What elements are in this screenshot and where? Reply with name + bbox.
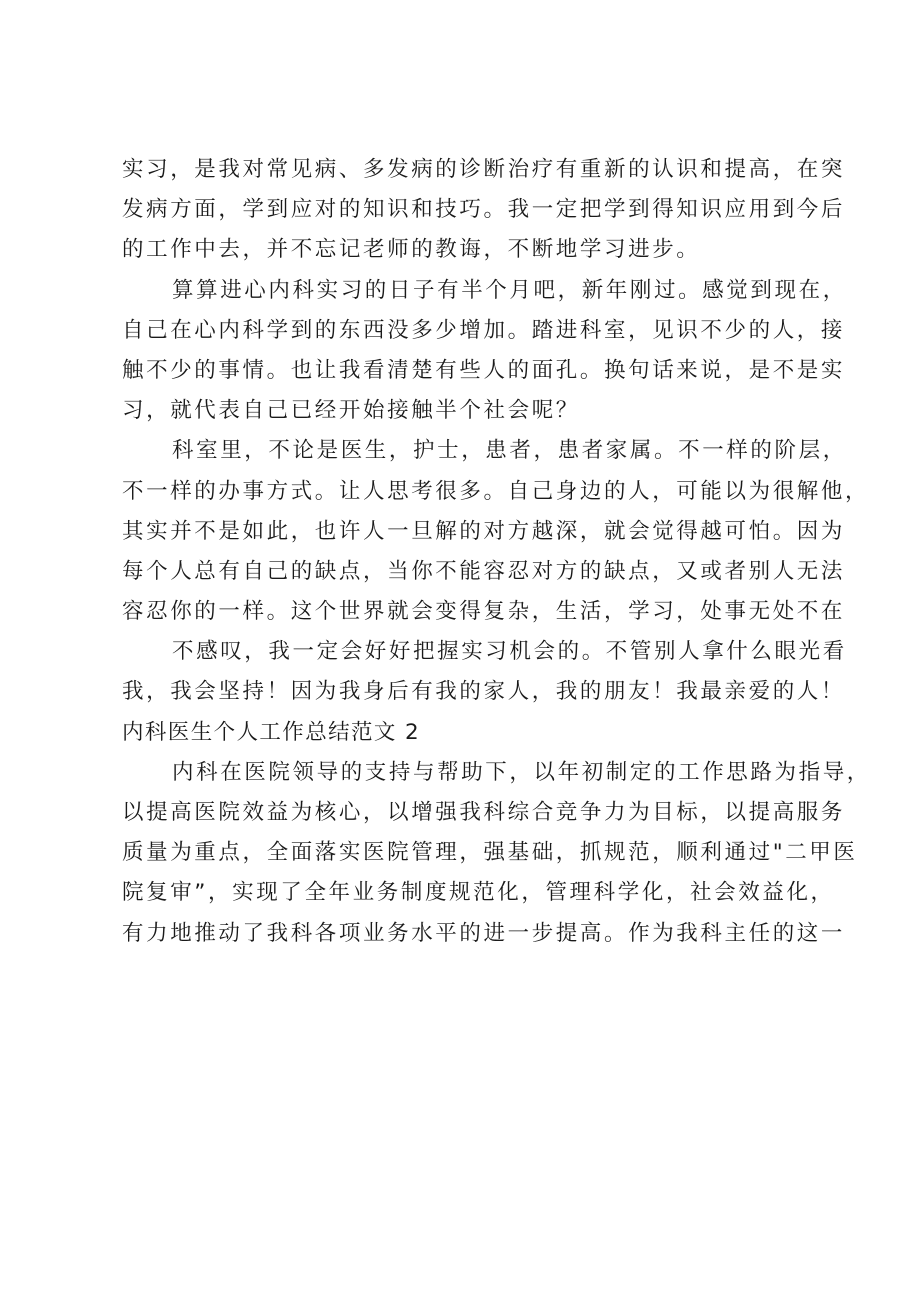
text-line: 质量为重点，全面落实医院管理，强基础，抓规范，顺利通过"二甲医 bbox=[122, 840, 858, 866]
text-line: 自己在心内科学到的东西没多少增加。踏进科室，见识不少的人，接 bbox=[122, 317, 846, 343]
text-line: 以提高医院效益为核心，以增强我科综合竞争力为目标，以提高服务 bbox=[122, 800, 846, 825]
text-line: 院复审”，实现了全年业务制度规范化，管理科学化，社会效益化， bbox=[122, 880, 835, 906]
text-line: 实习，是我对常见病、多发病的诊断治疗有重新的认识和提高，在突 bbox=[122, 157, 846, 182]
text-line: 我，我会坚持！因为我身后有我的家人，我的朋友！我最亲爱的人！ bbox=[122, 679, 846, 705]
text-line: 有力地推动了我科各项业务水平的进一步提高。作为我科主任的这一 bbox=[122, 920, 846, 946]
text-line: 触不少的事情。也让我看清楚有些人的面孔。换句话来说，是不是实 bbox=[122, 357, 846, 383]
paragraph-first-line: 不感叹，我一定会好好把握实习机会的。不管别人拿什么眼光看 bbox=[172, 639, 847, 665]
section-heading: 内科医生个人工作总结范文 2 bbox=[122, 719, 421, 745]
document-body bbox=[122, 150, 871, 954]
paragraph-first-line: 科室里，不论是医生，护士，患者，患者家属。不一样的阶层， bbox=[172, 438, 847, 464]
text-line: 不一样的办事方式。让人思考很多。自己身边的人，可能以为很解他， bbox=[122, 478, 870, 504]
paragraph-first-line: 算算进心内科实习的日子有半个月吧，新年刚过。感觉到现在， bbox=[172, 277, 847, 303]
text-line: 容忍你的一样。这个世界就会变得复杂，生活，学习，处事无处不在 bbox=[122, 599, 846, 625]
paragraph-first-line: 内科在医院领导的支持与帮助下，以年初制定的工作思路为指导， bbox=[172, 759, 871, 785]
text-line: 的工作中去，并不忘记老师的教诲，不断地学习进步。 bbox=[122, 237, 701, 263]
text-line: 发病方面，学到应对的知识和技巧。我一定把学到得知识应用到今后 bbox=[122, 197, 846, 223]
text-line: 习，就代表自己已经开始接触半个社会呢？ bbox=[122, 398, 580, 424]
text-line: 每个人总有自己的缺点，当你不能容忍对方的缺点，又或者别人无法 bbox=[122, 558, 846, 584]
text-line: 其实并不是如此，也许人一旦解的对方越深，就会觉得越可怕。因为 bbox=[122, 518, 846, 544]
